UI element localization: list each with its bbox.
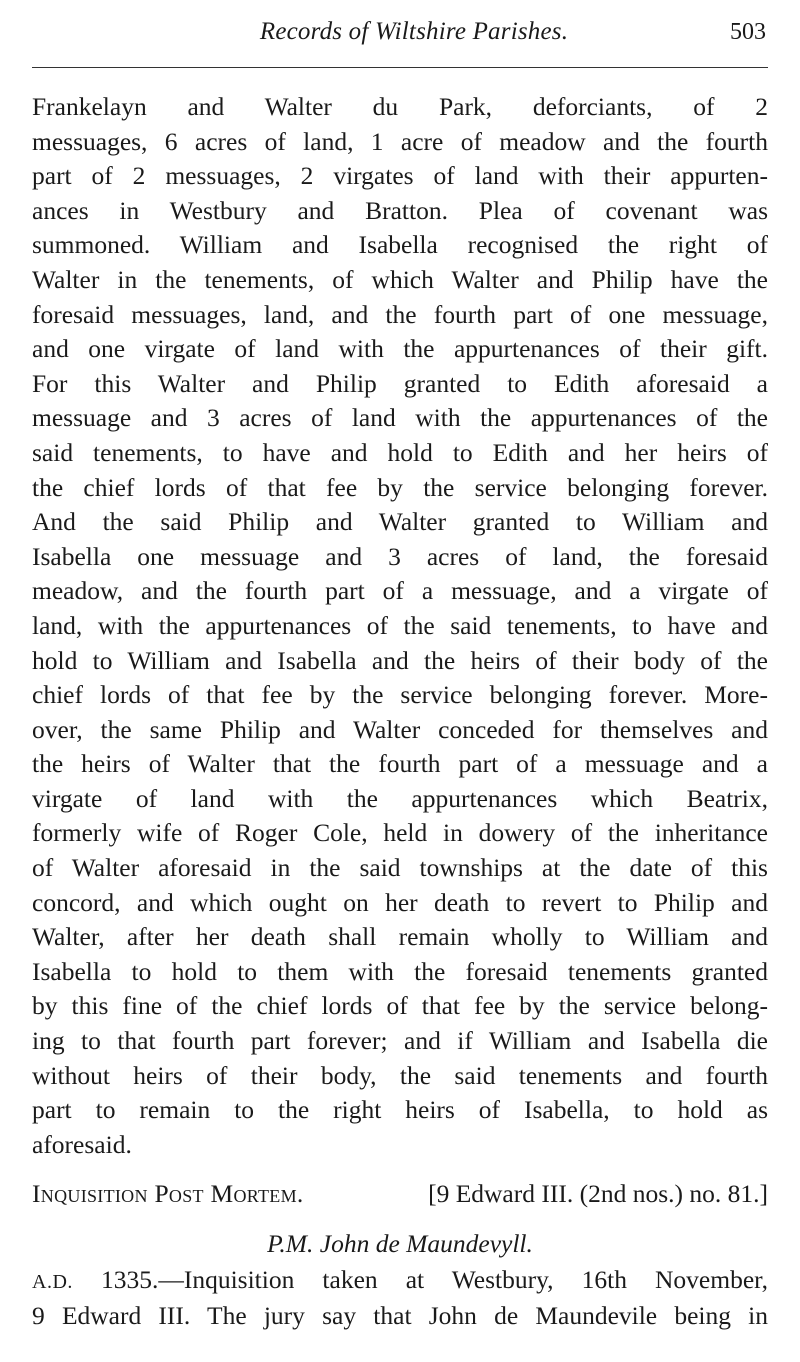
text-line: aforesaid. [32, 1129, 132, 1159]
running-header [32, 18, 768, 58]
ad-label: A.D. [32, 1271, 73, 1293]
text-line: hold to William and Isabella and the heirs of their body of the [32, 645, 768, 675]
text-line: part of 2 messuages, 2 virgates of land with their appurten- [32, 161, 768, 191]
section-heading: Inquisition Post Mortem. [32, 1179, 304, 1208]
text-line: the chief lords of that fee by the service belonging forever. [32, 472, 768, 502]
text-line: and one virgate of land with the appurtenances of their gift. [32, 334, 768, 364]
text-line: formerly wife of Roger Cole, held in dowery of the inheritance [32, 818, 768, 848]
record-reference: [9 Edward III. (2nd nos.) no. 81.] [428, 1179, 768, 1208]
text-line: Isabella one messuage and 3 acres of land, the foresaid [32, 541, 768, 571]
running-title: Records of Wiltshire Parishes. [259, 18, 569, 45]
text-line: For this Walter and Philip granted to Edith aforesaid a [32, 368, 768, 398]
text-line: meadow, and the fourth part of a messuage, and a virgate of [32, 576, 768, 606]
paragraph-fine [32, 90, 768, 1162]
text-line [32, 1262, 768, 1298]
text-line: Isabella to hold to them with the foresaid tenements granted [32, 956, 768, 986]
text-line: land, with the appurtenances of the said tenements, to have and [32, 610, 768, 640]
text-line: ances in Westbury and Bratton. Plea of covenant was [32, 195, 768, 225]
text-line: messuages, 6 acres of land, 1 acre of meadow and the fourth [32, 126, 768, 156]
text-line: said tenements, to have and hold to Edith and her heirs of [32, 437, 768, 467]
text-line: by this fine of the chief lords of that fee by the service belong- [32, 991, 768, 1021]
page-number: 503 [730, 19, 766, 45]
text-line: chief lords of that fee by the service belonging forever. More- [32, 680, 768, 710]
text-line: And the said Philip and Walter granted to William and [32, 507, 768, 537]
text-line: concord, and which ought on her death to revert to Philip and [32, 887, 768, 917]
header-rule [32, 67, 768, 68]
text-line: part to remain to the right heirs of Isabella, to hold as [32, 1095, 768, 1125]
text-line: the heirs of Walter that the fourth part of a messuage and a [32, 749, 768, 779]
text-line: Walter in the tenements, of which Walter and Philip have the [32, 264, 768, 294]
section-subheading: P.M. John de Maundevyll. [267, 1229, 533, 1258]
text-line: virgate of land with the appurtenances which Beatrix, [32, 783, 768, 813]
text-segment: 1335.—Inquisition taken at Westbury, 16th November, [100, 1265, 768, 1294]
text-line: over, the same Philip and Walter conceded for themselves and [32, 714, 768, 744]
text-line: 9 Edward III. The jury say that John de Maundevile being in [32, 1301, 768, 1330]
text-line: messuage and 3 acres of land with the appurtenances of the [32, 403, 768, 433]
text-line: ing to that fourth part forever; and if William and Isabella die [32, 1026, 768, 1056]
text-line: Walter, after her death shall remain wholly to William and [32, 922, 768, 952]
text-line: summoned. William and Isabella recognised the right of [32, 230, 768, 260]
text-line: Frankelayn and Walter du Park, deforciants, of 2 [32, 92, 768, 121]
section-heading-line [32, 1176, 768, 1212]
text-line: without heirs of their body, the said tenements and fourth [32, 1060, 768, 1090]
text-line: foresaid messuages, land, and the fourth part of one messuage, [32, 299, 768, 329]
paragraph-inquisition [32, 1262, 768, 1334]
text-line: of Walter aforesaid in the said townships at the date of this [32, 853, 768, 883]
